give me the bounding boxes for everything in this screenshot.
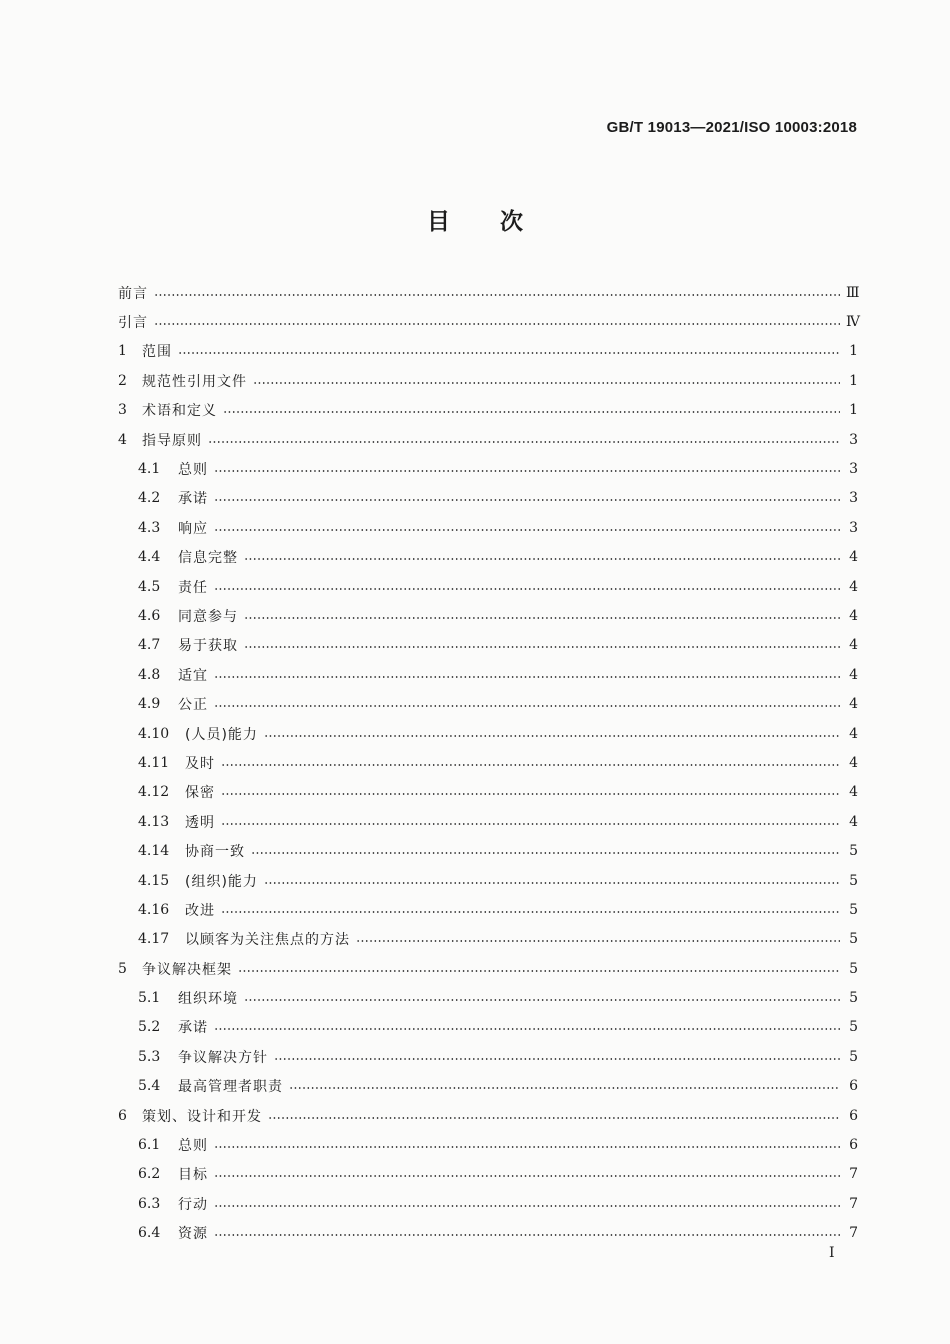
toc-entry-title: 规范性引用文件	[142, 373, 247, 390]
toc-entry[interactable]	[118, 748, 858, 777]
dot-leader	[214, 1175, 840, 1177]
toc-entry-number: 1	[118, 343, 127, 360]
toc-entry-title: 总则	[178, 462, 208, 479]
dot-leader	[274, 1058, 840, 1060]
dot-leader	[208, 441, 840, 443]
toc-entry-page: 5	[849, 901, 858, 918]
toc-entry-number: 6.1	[138, 1137, 161, 1154]
dot-leader	[268, 1117, 840, 1119]
dot-leader	[221, 823, 840, 825]
toc-entry[interactable]	[118, 925, 858, 954]
toc-entry-title: 争议解决框架	[142, 961, 232, 978]
toc-entry[interactable]	[118, 866, 858, 895]
toc-entry-page: 1	[849, 343, 858, 360]
toc-entry-number: 4.11	[138, 754, 170, 771]
toc-entry-title: 适宜	[178, 667, 208, 684]
dot-leader	[214, 1205, 840, 1207]
dot-leader	[253, 382, 840, 384]
toc-entry-page: 5	[849, 990, 858, 1007]
toc-entry-number: 6	[118, 1107, 127, 1124]
toc-entry-page: 3	[849, 431, 858, 448]
dot-leader	[244, 617, 840, 619]
toc-entry-page: 6	[849, 1107, 858, 1124]
toc-entry-page: Ⅳ	[846, 314, 860, 331]
toc-entry-page: 5	[849, 1048, 858, 1065]
toc-entry[interactable]	[118, 1072, 858, 1101]
toc-entry-page: 6	[849, 1078, 858, 1095]
toc-entry-title: 承诺	[178, 491, 208, 508]
toc-entry[interactable]	[118, 660, 858, 689]
toc-entry-page: 5	[849, 872, 858, 889]
toc-entry-title: 公正	[178, 697, 208, 714]
toc-entry-number: 4.10	[138, 725, 170, 742]
toc-entry-page: 5	[849, 931, 858, 948]
toc-entry[interactable]	[118, 572, 858, 601]
dot-leader	[264, 735, 840, 737]
toc-entry[interactable]	[118, 954, 858, 983]
toc-entry-number: 4.7	[138, 637, 161, 654]
dot-leader	[154, 294, 840, 296]
toc-entry-title: 协商一致	[185, 844, 245, 861]
toc-entry-number: 6.2	[138, 1166, 161, 1183]
toc-entry-number: 4.6	[138, 607, 161, 624]
dot-leader	[244, 646, 840, 648]
toc-entry-title: 信息完整	[178, 550, 238, 567]
dot-leader	[214, 499, 840, 501]
dot-leader	[356, 940, 840, 942]
dot-leader	[214, 705, 840, 707]
toc-entry-title: 保密	[185, 785, 215, 802]
toc-entry-title: 承诺	[178, 1020, 208, 1037]
toc-entry-title: 目标	[178, 1167, 208, 1184]
toc-entry[interactable]	[118, 836, 858, 865]
toc-entry-number: 4.16	[138, 901, 170, 918]
toc-entry-page: 7	[849, 1195, 858, 1212]
toc-entry-page: 4	[849, 725, 858, 742]
toc-entry-title: 改进	[185, 902, 215, 919]
toc-entry-title: (人员)能力	[185, 726, 258, 743]
toc-entry-title: 前言	[118, 285, 148, 302]
toc-entry[interactable]	[118, 895, 858, 924]
toc-entry-number: 2	[118, 372, 127, 389]
toc-entry-number: 3	[118, 402, 127, 419]
dot-leader	[214, 1146, 840, 1148]
toc-entry-number: 4.17	[138, 931, 170, 948]
toc-entry-page: 3	[849, 490, 858, 507]
toc-entry-page: 4	[849, 549, 858, 566]
toc-entry-number: 5	[118, 960, 127, 977]
toc-entry-page: 4	[849, 666, 858, 683]
toc-entry-number: 5.4	[138, 1078, 161, 1095]
toc-entry[interactable]	[118, 983, 858, 1012]
dot-leader	[214, 1234, 840, 1236]
dot-leader	[221, 764, 840, 766]
toc-entry[interactable]	[118, 366, 858, 395]
toc-entry-number: 4.2	[138, 490, 161, 507]
toc-entry-title: 资源	[178, 1226, 208, 1243]
dot-leader	[214, 470, 840, 472]
page-number: I	[829, 1245, 835, 1261]
toc-entry-title: 范围	[142, 344, 172, 361]
toc-entry[interactable]	[118, 425, 858, 454]
toc-entry-page: 5	[849, 960, 858, 977]
dot-leader	[221, 793, 840, 795]
toc-entry[interactable]	[118, 307, 858, 336]
toc-entry-page: 3	[849, 519, 858, 536]
toc-entry[interactable]	[118, 396, 858, 425]
dot-leader	[214, 529, 840, 531]
toc-entry-number: 6.4	[138, 1225, 161, 1242]
table-of-contents	[118, 278, 858, 1248]
toc-entry-page: 4	[849, 578, 858, 595]
dot-leader	[238, 970, 840, 972]
toc-entry-number: 4.5	[138, 578, 161, 595]
dot-leader	[223, 411, 840, 413]
toc-entry-page: 7	[849, 1225, 858, 1242]
toc-entry-title: 指导原则	[142, 432, 202, 449]
dot-leader	[221, 911, 840, 913]
page-title	[0, 203, 950, 236]
toc-entry-number: 4.15	[138, 872, 170, 889]
toc-entry-page: 5	[849, 1019, 858, 1036]
toc-entry-page: 1	[849, 372, 858, 389]
toc-entry-title: 最高管理者职责	[178, 1079, 283, 1096]
toc-entry[interactable]	[118, 807, 858, 836]
toc-entry[interactable]	[118, 1219, 858, 1248]
toc-entry-number: 6.3	[138, 1195, 161, 1212]
toc-entry[interactable]	[118, 631, 858, 660]
toc-entry-page: 4	[849, 637, 858, 654]
standard-code: GB/T 19013—2021/ISO 10003:2018	[606, 119, 857, 136]
toc-entry-page: 3	[849, 461, 858, 478]
toc-entry[interactable]	[118, 454, 858, 483]
toc-entry-number: 5.1	[138, 990, 161, 1007]
toc-entry-page: 4	[849, 607, 858, 624]
dot-leader	[214, 588, 840, 590]
dot-leader	[154, 323, 840, 325]
dot-leader	[289, 1087, 840, 1089]
toc-entry[interactable]	[118, 484, 858, 513]
toc-entry[interactable]	[118, 1189, 858, 1218]
toc-entry-title: 术语和定义	[142, 403, 217, 420]
toc-entry-page: 7	[849, 1166, 858, 1183]
dot-leader	[214, 676, 840, 678]
toc-entry-number: 4.3	[138, 519, 161, 536]
dot-leader	[214, 1028, 840, 1030]
dot-leader	[251, 852, 840, 854]
toc-entry-number: 4.14	[138, 843, 170, 860]
toc-entry-page: 4	[849, 754, 858, 771]
toc-entry[interactable]	[118, 689, 858, 718]
toc-entry-number: 4.9	[138, 696, 161, 713]
dot-leader	[264, 882, 840, 884]
toc-entry-number: 4.1	[138, 461, 161, 478]
toc-entry[interactable]	[118, 719, 858, 748]
toc-entry-title: (组织)能力	[185, 873, 258, 890]
toc-entry-page: Ⅲ	[846, 284, 860, 301]
toc-entry[interactable]	[118, 543, 858, 572]
toc-entry[interactable]	[118, 1160, 858, 1189]
title-char-2: 次	[500, 209, 523, 235]
toc-entry-title: 策划、设计和开发	[142, 1108, 262, 1125]
toc-entry-title: 透明	[185, 814, 215, 831]
toc-entry[interactable]	[118, 601, 858, 630]
toc-entry-page: 6	[849, 1137, 858, 1154]
toc-entry-title: 以顾客为关注焦点的方法	[185, 932, 350, 949]
toc-entry-number: 4.13	[138, 813, 170, 830]
toc-entry[interactable]	[118, 1130, 858, 1159]
toc-entry-title: 总则	[178, 1138, 208, 1155]
dot-leader	[178, 352, 840, 354]
toc-entry-number: 4.8	[138, 666, 161, 683]
toc-entry[interactable]	[118, 513, 858, 542]
toc-entry-number: 5.2	[138, 1019, 161, 1036]
toc-entry[interactable]	[118, 1013, 858, 1042]
toc-entry-page: 4	[849, 696, 858, 713]
toc-entry-title: 争议解决方针	[178, 1049, 268, 1066]
dot-leader	[244, 999, 840, 1001]
toc-entry[interactable]	[118, 1042, 858, 1071]
toc-entry-number: 4.12	[138, 784, 170, 801]
toc-entry[interactable]	[118, 1101, 858, 1130]
toc-entry-title: 引言	[118, 315, 148, 332]
toc-entry[interactable]	[118, 278, 858, 307]
toc-entry[interactable]	[118, 337, 858, 366]
toc-entry-title: 行动	[178, 1196, 208, 1213]
toc-entry-page: 1	[849, 402, 858, 419]
dot-leader	[244, 558, 840, 560]
toc-entry-title: 响应	[178, 520, 208, 537]
toc-entry-number: 5.3	[138, 1048, 161, 1065]
toc-entry-page: 5	[849, 843, 858, 860]
toc-entry-title: 易于获取	[178, 638, 238, 655]
toc-entry-number: 4	[118, 431, 127, 448]
toc-entry-title: 及时	[185, 755, 215, 772]
toc-entry-title: 同意参与	[178, 608, 238, 625]
toc-entry-title: 组织环境	[178, 991, 238, 1008]
toc-entry[interactable]	[118, 778, 858, 807]
toc-entry-title: 责任	[178, 579, 208, 596]
toc-entry-page: 4	[849, 813, 858, 830]
toc-entry-number: 4.4	[138, 549, 161, 566]
toc-entry-page: 4	[849, 784, 858, 801]
title-char-1: 目	[427, 209, 450, 235]
